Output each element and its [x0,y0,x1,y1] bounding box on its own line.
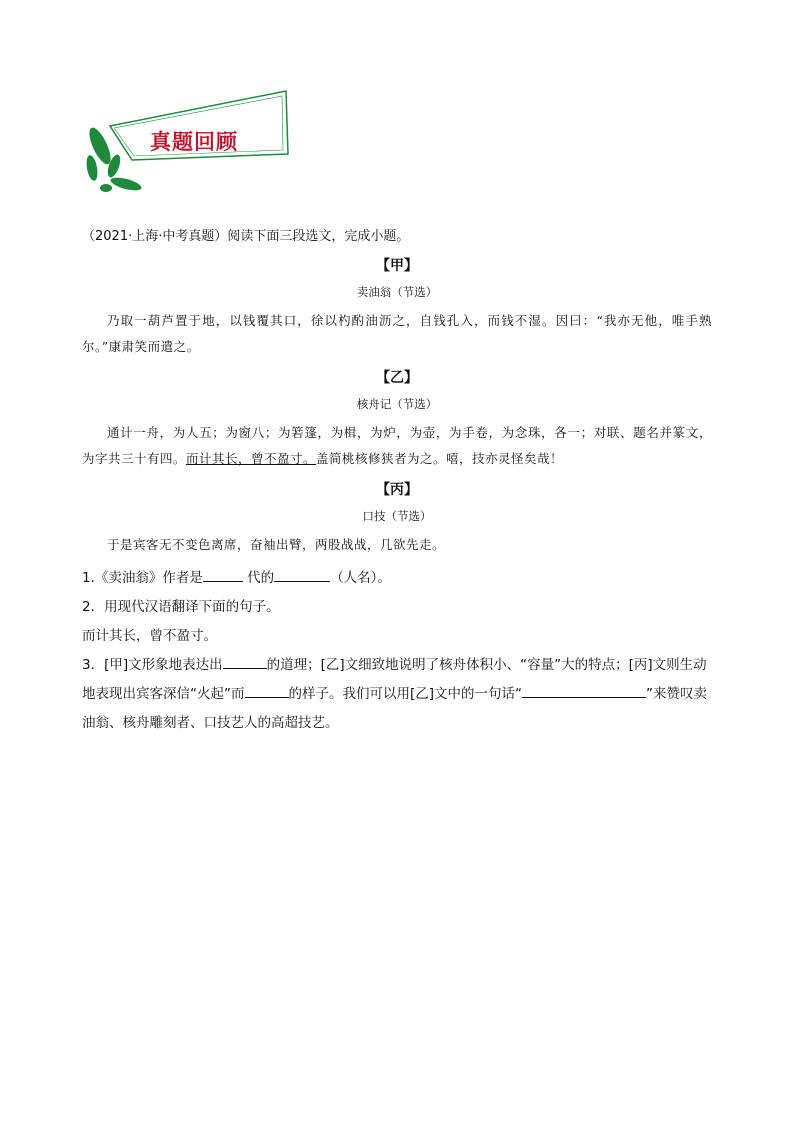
q3-text-d: ”来赞叹卖油翁、核舟雕刻者、口技艺人的高超技艺。 [82,686,708,731]
section-head-jia: 【甲】 [376,258,418,274]
q3-blank-1[interactable] [223,654,267,669]
passage-yi [82,420,712,472]
q1-blank-dynasty[interactable] [203,567,243,582]
question-3 [82,651,712,738]
q1-blank-author[interactable] [274,567,330,582]
question-1 [82,564,712,593]
section-title-jia: 卖油翁（节选） [356,285,438,299]
passage-jia: 乃取一葫芦置于地，以钱覆其口，徐以杓酌油沥之，自钱孔入，而钱不湿。因曰：“我亦无他，唯手熟尔。”康肃笑而遣之。 [82,313,712,354]
q1-text-c: （人名）。 [330,570,391,586]
section-title-yi: 核舟记（节选） [356,397,438,411]
q3-text-b: 的道理；[乙]文细致地说明了核舟体积小、“容量”大的特点；[丙]文则生动地表现出宾客深信“火起”而 [82,657,707,702]
q3-text-c: 的样子。我们可以用[乙]文中的一句话“ [288,686,523,702]
question-intro: （2021·上海·中考真题）阅读下面三段选文，完成小题。 [82,229,410,244]
question-2-prompt: 2．用现代汉语翻译下面的句子。 [82,599,280,615]
q1-text-a: 1.《卖油翁》作者是 [82,570,203,586]
section-head-bing: 【丙】 [376,482,418,498]
q3-blank-2[interactable] [245,683,289,698]
section-head-yi: 【乙】 [376,370,418,386]
question-2-sentence: 而计其长，曾不盈寸。 [82,628,217,644]
passage-yi-before: 通计一舟，为人五；为窗八；为箬篷，为楫，为炉，为壶，为手卷，为念珠，各一；对联、题名并篆文，为字共三十有四。 [82,425,712,466]
q1-text-b: 代的 [242,570,275,586]
passage-yi-underlined: 而计其长，曾不盈寸。 [186,451,317,466]
passage-yi-after: 盖简桃核修狭者为之。嘻，技亦灵怪矣哉！ [316,451,564,466]
passage-bing: 于是宾客无不变色离席，奋袖出臂，两股战战，几欲先走。 [107,537,446,552]
q3-text-a: 3．[甲]文形象地表达出 [82,657,223,673]
banner-title: 真题回顾 [150,129,238,154]
q3-blank-3[interactable] [522,683,646,698]
section-title-bing: 口技（节选） [362,509,432,523]
section-banner [70,88,300,208]
document-body [82,226,712,738]
